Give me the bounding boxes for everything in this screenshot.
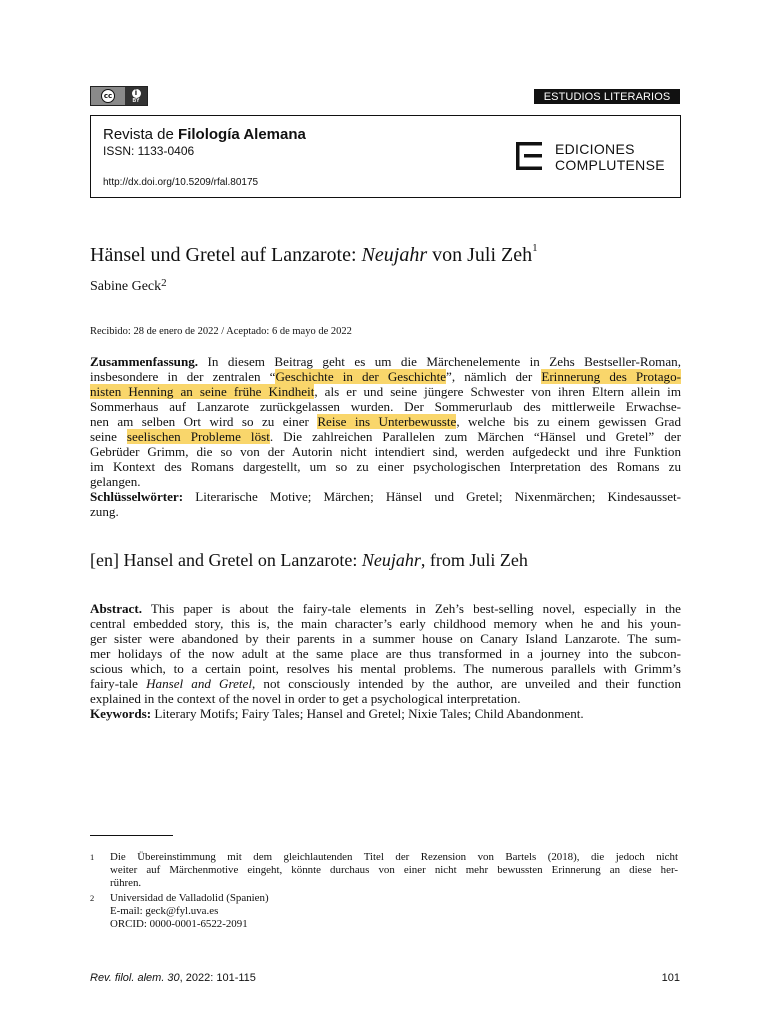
issn: ISSN: 1133-0406: [103, 144, 195, 158]
highlight: Geschichte in der Geschichte: [275, 369, 447, 384]
english-title: [en] Hansel and Gretel on Lanzarote: Neujahr, from Juli Zeh: [90, 550, 528, 570]
highlight: Reise ins Unterbewusste: [317, 414, 457, 429]
footnote-divider: [90, 835, 173, 836]
german-keywords: Schlüsselwörter: Literarische Motive; Märchen; Hänsel und Gretel; Nixenmärchen; Kindesausset-: [90, 489, 681, 504]
footnote-1: 1 Die Übereinstimmung mit dem gleichlautenden Titel der Rezension von Bartels (2018), die jedoch nicht weiter auf Märchenmotive eingeht, könnte durchaus von einer nicht mehr bewussten Erinnerung an diese her- rühren.: [90, 851, 678, 889]
by-icon: i BY: [125, 87, 147, 105]
english-abstract: Abstract. This paper is about the fairy-tale elements in Zeh’s best-selling novel, especially in the central embedded story, this is, the main character’s early childhood memory when he and his youn- ger sister were abandoned by their parents in a summer house on Canary Island Lanzarote. The sum- mer holidays of the now adult at the same place are thus transformed in a journey into the subcon- scious which, to a certain point, resolves his mental problems. The numerous parallels with Grimm’s fairy-tale Hansel and Gretel, not consciously intended by the author, are unveiled and their function explained in the context of the novel in order to get a psychological interpretation. Keywords: Literary Motifs; Fairy Tales; Hansel and Gretel; Nixie Tales; Child Abandonment.: [90, 601, 682, 721]
article-title: Hänsel und Gretel auf Lanzarote: Neujahr von Juli Zeh$^1$: [90, 242, 538, 266]
author-name: Sabine Geck$^2$: [90, 277, 167, 294]
highlight: Erinnerung des Protago-: [541, 369, 681, 384]
english-keywords: Keywords: Literary Motifs; Fairy Tales; Hansel and Gretel; Nixie Tales; Child Abandonment.: [90, 706, 584, 721]
german-abstract: Zusammenfassung. In diesem Beitrag geht es um die Märchenelemente in Zehs Bestseller-Roman, insbesondere in der zentralen “Geschichte in der Geschichte”, nämlich der Erinnerung des Protago- nisten Henning an seine frühe Kindheit, als er und seine jüngere Schwester von ihren Eltern allein im Sommerhaus auf Lanzarote zurückgelassen wurden. Der Sommerurlaub des mittlerweile Erwachse- nen am selben Ort wird so zu einer Reise ins Unterbewusste, welche bis zu einem gewissen Grad seine seelischen Probleme löst. Die zahlreichen Parallelen zum Märchen “Hänsel und Gretel” der Gebrüder Grimm, die so von der Autorin nicht intendiert sind, werden aufgedeckt und ihre Funktion im Kontext des Romans dargestellt, um so zu einer psychologischen Interpretation des Romans zu gelangen. Schlüsselwörter: Literarische Motive; Märchen; Hänsel und Gretel; Nixenmärchen; Kindesausset- zung.: [90, 354, 682, 519]
journal-header-box: [90, 115, 681, 198]
publisher-name: EDICIONES COMPLUTENSE: [555, 141, 665, 173]
highlight: seelischen Probleme löst: [126, 429, 270, 444]
ediciones-complutense-logo-icon: [516, 142, 542, 170]
cc-by-license-badge[interactable]: [90, 86, 148, 106]
journal-name: Revista de Filología Alemana: [103, 126, 306, 143]
footer-citation: Rev. filol. alem. 30, 2022: 101-115: [90, 972, 256, 984]
page-number: 101: [661, 972, 680, 984]
footnote-ref[interactable]: 1: [532, 242, 538, 254]
footnote-ref[interactable]: 2: [161, 277, 167, 289]
highlight: nisten Henning an seine frühe Kindheit: [90, 384, 315, 399]
received-accepted-dates: Recibido: 28 de enero de 2022 / Aceptado: 6 de mayo de 2022: [90, 326, 352, 337]
section-label: ESTUDIOS LITERARIOS: [534, 89, 680, 104]
orcid[interactable]: ORCID: 0000-0001-6522-2091: [110, 918, 248, 930]
by-label: BY: [132, 97, 140, 104]
doi-link[interactable]: http://dx.doi.org/10.5209/rfal.80175: [103, 177, 259, 188]
author-email[interactable]: E-mail: geck@fyl.uva.es: [110, 905, 219, 917]
footnote-2: 2 Universidad de Valladolid (Spanien) E-mail: geck@fyl.uva.es ORCID: 0000-0001-6522-2091: [90, 892, 681, 931]
cc-icon: cc: [91, 87, 125, 105]
